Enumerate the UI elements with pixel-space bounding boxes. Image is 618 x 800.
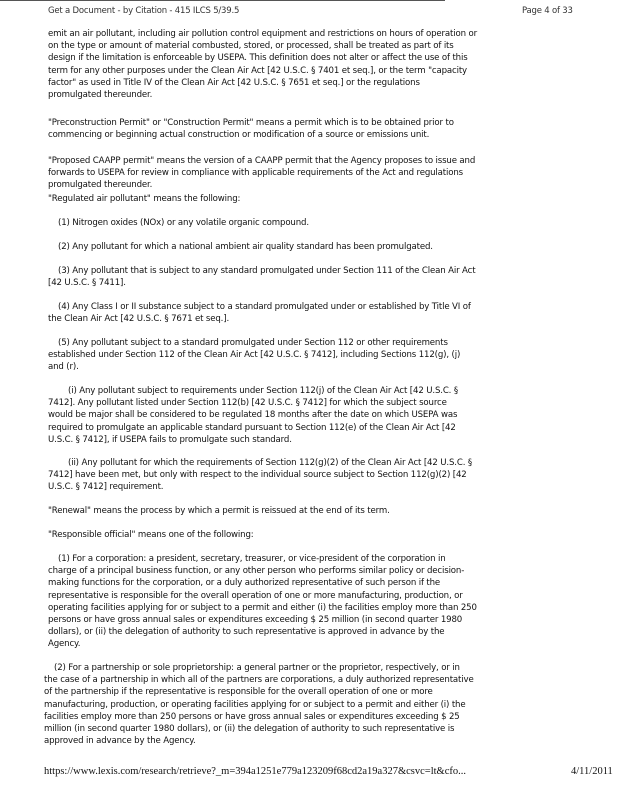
- paragraph-line: "Preconstruction Permit" or "Construction Permit" means a permit which is to be obtained prior to: [48, 118, 454, 128]
- paragraph: [48, 553, 588, 651]
- paragraph-line: "Renewal" means the process by which a permit is reissued at the end of its term.: [48, 506, 390, 516]
- paragraph-line: the case of a partnership in which all of the partners are corporations, a duly authorized representative: [44, 675, 474, 686]
- paragraph-line: U.S.C. § 7412] requirement.: [48, 482, 164, 493]
- paragraph-line: (4) Any Class I or II substance subject to a standard promulgated under or established by Title VI of: [58, 302, 471, 312]
- paragraph-line: commencing or beginning actual construction or modification of a source or emissions unit.: [48, 130, 430, 141]
- paragraph-line: would be major shall be considered to be regulated 18 months after the date on which USEPA was: [48, 410, 458, 421]
- paragraph-line: the Clean Air Act [42 U.S.C. § 7671 et seq.].: [48, 314, 230, 325]
- paragraph: [48, 193, 588, 205]
- paragraph-line: (2) Any pollutant for which a national ambient air quality standard has been promulgated.: [58, 242, 433, 252]
- paragraph-line: representative is responsible for the overall operation of one or more manufacturing, production, or: [48, 590, 463, 601]
- paragraph: [48, 301, 588, 325]
- paragraph-line: facilities employ more than 250 persons or have gross annual sales or expenditures exceeding $ 25: [44, 711, 460, 722]
- paragraph: [48, 155, 588, 192]
- paragraph: [48, 505, 588, 517]
- paragraph-line: making functions for the corporation, or a duly authorized representative of such person if the: [48, 578, 441, 589]
- paragraph-line: [42 U.S.C. § 7411].: [48, 278, 126, 289]
- paragraph-line: and (r).: [48, 362, 79, 373]
- paragraph-line: "Regulated air pollutant" means the following:: [48, 194, 241, 204]
- paragraph-line: million (in second quarter 1980 dollars), or (ii) the delegation of authority to such representative is: [44, 724, 455, 735]
- paragraph-line: (2) For a partnership or sole proprietorship: a general partner or the proprietor, respectively, or in: [54, 663, 460, 673]
- paragraph-line: Agency.: [48, 639, 81, 650]
- paragraph-line: design if the limitation is enforceable by USEPA. This definition does not alter or affect the use of this: [48, 53, 468, 64]
- paragraph: [48, 457, 588, 494]
- paragraph-line: (i) Any pollutant subject to requirements under Section 112(j) of the Clean Air Act [42 U.S.C. §: [68, 386, 458, 396]
- paragraph: [44, 662, 584, 747]
- paragraph: [48, 217, 588, 229]
- paragraph-line: approved in advance by the Agency.: [44, 736, 196, 747]
- paragraph-line: "Responsible official" means one of the following:: [48, 530, 254, 540]
- paragraph-line: dollars), or (ii) the delegation of authority to such representative is approved in advance by the: [48, 627, 445, 638]
- paragraph-line: "Proposed CAAPP permit" means the version of a CAAPP permit that the Agency proposes to issue and: [48, 156, 476, 166]
- paragraph-line: manufacturing, production, or operating facilities applying for or subject to a permit and either (i) the: [44, 699, 466, 710]
- paragraph-line: emit an air pollutant, including air pollution control equipment and restrictions on hours of operation or: [48, 29, 477, 39]
- paragraph-line: promulgated thereunder.: [48, 90, 153, 101]
- paragraph-line: (1) Nitrogen oxides (NOx) or any volatile organic compound.: [58, 218, 309, 228]
- paragraph-line: persons or have gross annual sales or expenditures exceeding $ 25 million (in second quarter 1980: [48, 615, 463, 626]
- paragraph-line: (1) For a corporation: a president, secretary, treasurer, or vice-president of the corporation in: [58, 554, 446, 564]
- paragraph: [48, 117, 588, 141]
- paragraph: [48, 265, 588, 289]
- paragraph-line: (5) Any pollutant subject to a standard promulgated under Section 112 or other requirements: [58, 338, 448, 348]
- paragraph-line: promulgated thereunder.: [48, 180, 153, 191]
- paragraph-line: 7412]. Any pollutant listed under Section 112(b) [42 U.S.C. § 7412] for which the subject source: [48, 398, 447, 409]
- paragraph-line: forwards to USEPA for review in compliance with applicable requirements of the Act and regulations: [48, 168, 463, 179]
- page-number: Page 4 of 33: [522, 6, 573, 16]
- paragraph-line: (3) Any pollutant that is subject to any standard promulgated under Section 111 of the Clean Air Act: [58, 266, 476, 276]
- paragraph-line: term for any other purposes under the Clean Air Act [42 U.S.C. § 7401 et seq.], or the term "capacity: [48, 65, 467, 76]
- paragraph: [48, 241, 588, 253]
- paragraph-line: 7412] have been met, but only with respect to the individual source subject to Section 112(g)(2) [42: [48, 470, 467, 481]
- paragraph-line: operating facilities applying for or subject to a permit and either (i) the facilities employ more than 250: [48, 602, 477, 613]
- paragraph: [48, 529, 588, 541]
- page-top-rule: [0, 0, 445, 1]
- paragraph-line: (ii) Any pollutant for which the requirements of Section 112(g)(2) of the Clean Air Act [42 U.S.C. §: [68, 458, 473, 468]
- paragraph-line: factor" as used in Title IV of the Clean Air Act [42 U.S.C. § 7651 et seq.] or the regulations: [48, 77, 420, 88]
- document-header-title: Get a Document - by Citation - 415 ILCS 5/39.5: [48, 6, 240, 16]
- footer-url[interactable]: https://www.lexis.com/research/retrieve?_m=394a1251e779a123209f68cd2a19a327&csvc=lt&cfo...: [44, 766, 466, 777]
- paragraph-line: established under Section 112 of the Clean Air Act [42 U.S.C. § 7412], including Sections 112(g), (j): [48, 350, 461, 361]
- paragraph: [48, 337, 588, 374]
- paragraph-line: of the partnership if the representative is responsible for the overall operation of one or more: [44, 687, 433, 698]
- paragraph: [48, 28, 588, 101]
- paragraph-line: U.S.C. § 7412], if USEPA fails to promulgate such standard.: [48, 434, 292, 445]
- paragraph-line: charge of a principal business function, or any other person who performs similar policy or decision-: [48, 566, 465, 577]
- paragraph: [48, 385, 588, 446]
- footer-date: 4/11/2011: [571, 766, 613, 777]
- paragraph-line: required to promulgate an applicable standard pursuant to Section 112(e) of the Clean Air Act [42: [48, 422, 456, 433]
- paragraph-line: on the type or amount of material combusted, stored, or processed, shall be treated as part of its: [48, 41, 454, 52]
- footer: [44, 766, 613, 777]
